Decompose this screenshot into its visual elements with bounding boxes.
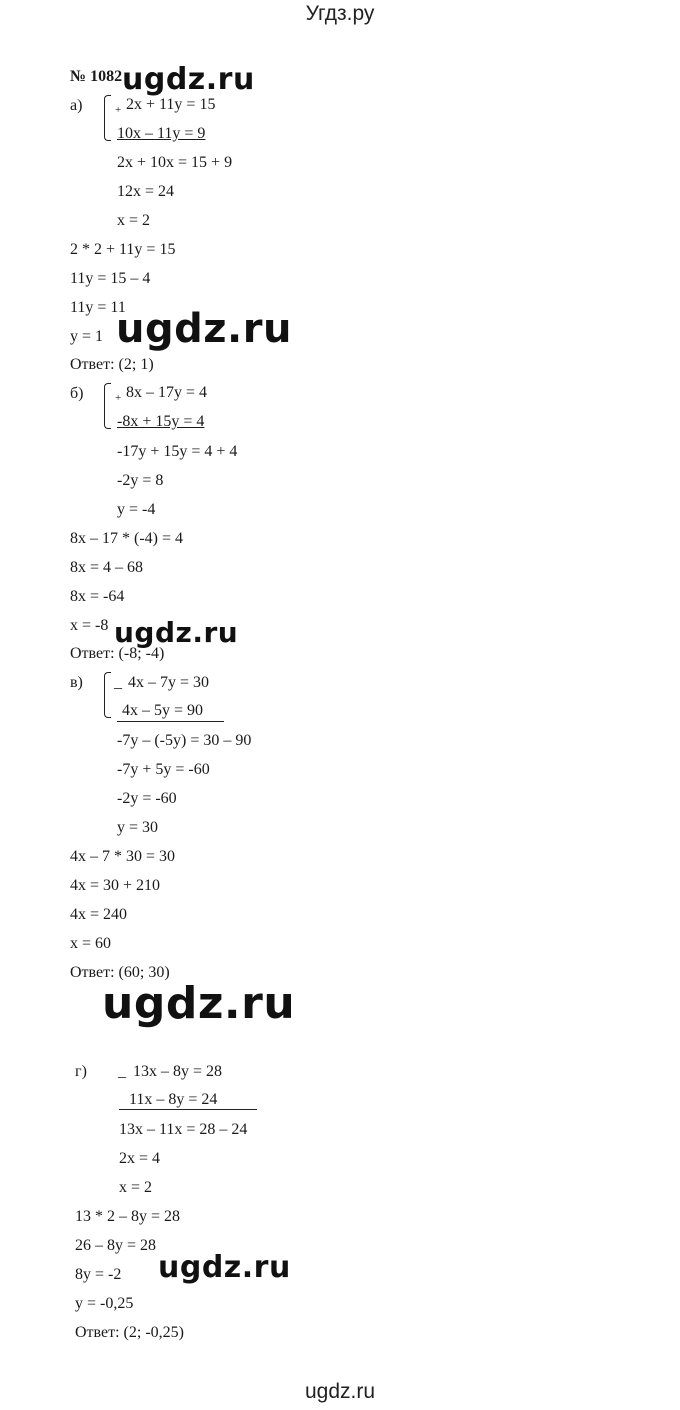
part-g-step: 26 – 8y = 28 — [75, 1237, 157, 1254]
part-g-step: 13 * 2 – 8y = 28 — [75, 1208, 181, 1225]
part-a-step: 2x + 10x = 15 + 9 — [117, 154, 233, 171]
part-b-step: 8x – 17 * (-4) = 4 — [70, 530, 184, 547]
part-g-equation-1: 13x – 8y = 28 — [133, 1063, 223, 1080]
part-g-underline — [119, 1109, 257, 1110]
part-g-step: x = 2 — [119, 1179, 153, 1196]
site-footer: ugdz.ru — [304, 1380, 376, 1403]
problem-number: № 1082 — [70, 68, 123, 85]
watermark: ugdz.ru — [122, 62, 255, 97]
part-g-step: y = -0,25 — [75, 1295, 134, 1312]
part-a-step: 11y = 11 — [70, 299, 126, 316]
part-b-step: -17y + 15y = 4 + 4 — [117, 443, 238, 460]
part-a-equation-1: 2x + 11y = 15 — [126, 96, 216, 113]
part-a-operator: + — [115, 104, 122, 116]
part-v-answer: Ответ: (60; 30) — [70, 964, 170, 981]
part-v-step: x = 60 — [70, 935, 112, 952]
part-v-operator: _ — [114, 674, 122, 691]
part-b-answer: Ответ: (-8; -4) — [70, 645, 165, 662]
part-b-equation-2: -8x + 15y = 4 — [117, 413, 205, 430]
part-v-step: -7y – (-5y) = 30 – 90 — [117, 732, 252, 749]
part-v-step: -2y = -60 — [117, 790, 177, 807]
part-b-operator: + — [115, 392, 122, 404]
part-v-equation-1: 4x – 7y = 30 — [128, 674, 210, 691]
part-g-step: 13x – 11x = 28 – 24 — [119, 1121, 248, 1138]
part-g-operator: _ — [118, 1063, 126, 1080]
part-a-step: x = 2 — [117, 212, 151, 229]
part-v-step: 4x – 7 * 30 = 30 — [70, 848, 176, 865]
part-b-brace — [104, 383, 111, 429]
part-v-step: 4x = 240 — [70, 906, 128, 923]
part-g-step: 2x = 4 — [119, 1150, 161, 1167]
part-a-step: 11y = 15 – 4 — [70, 270, 151, 287]
part-b-step: 8x = 4 – 68 — [70, 559, 144, 576]
part-a-step: 2 * 2 + 11y = 15 — [70, 241, 176, 258]
part-v-step: y = 30 — [117, 819, 159, 836]
part-b-step: 8x = -64 — [70, 588, 125, 605]
part-b-step: y = -4 — [117, 501, 156, 518]
part-b-step: -2y = 8 — [117, 472, 164, 489]
watermark: ugdz.ru — [114, 616, 239, 649]
part-g-equation-2: 11x – 8y = 24 — [129, 1091, 218, 1108]
part-a-brace — [104, 95, 111, 141]
part-a-label: а) — [70, 97, 83, 114]
part-v-underline — [117, 721, 224, 722]
part-g-step: 8y = -2 — [75, 1266, 122, 1283]
part-a-answer: Ответ: (2; 1) — [70, 356, 154, 373]
part-g-label: г) — [75, 1063, 87, 1080]
part-b-step: x = -8 — [70, 617, 109, 634]
part-a-step: 12x = 24 — [117, 183, 175, 200]
part-b-equation-1: 8x – 17y = 4 — [126, 384, 208, 401]
watermark: ugdz.ru — [158, 1250, 291, 1285]
part-v-brace — [104, 672, 111, 718]
part-b-label: б) — [70, 385, 84, 402]
watermark: ugdz.ru — [116, 306, 292, 352]
part-v-label: в) — [70, 674, 83, 691]
part-a-equation-2: 10x – 11y = 9 — [117, 125, 206, 142]
part-v-equation-2: 4x – 5y = 90 — [122, 702, 204, 719]
site-header: Угдз.ру — [305, 2, 375, 25]
part-v-step: 4x = 30 + 210 — [70, 877, 161, 894]
part-a-step: y = 1 — [70, 328, 104, 345]
part-v-step: -7y + 5y = -60 — [117, 761, 210, 778]
part-g-answer: Ответ: (2; -0,25) — [75, 1324, 184, 1341]
watermark: ugdz.ru — [102, 978, 296, 1029]
